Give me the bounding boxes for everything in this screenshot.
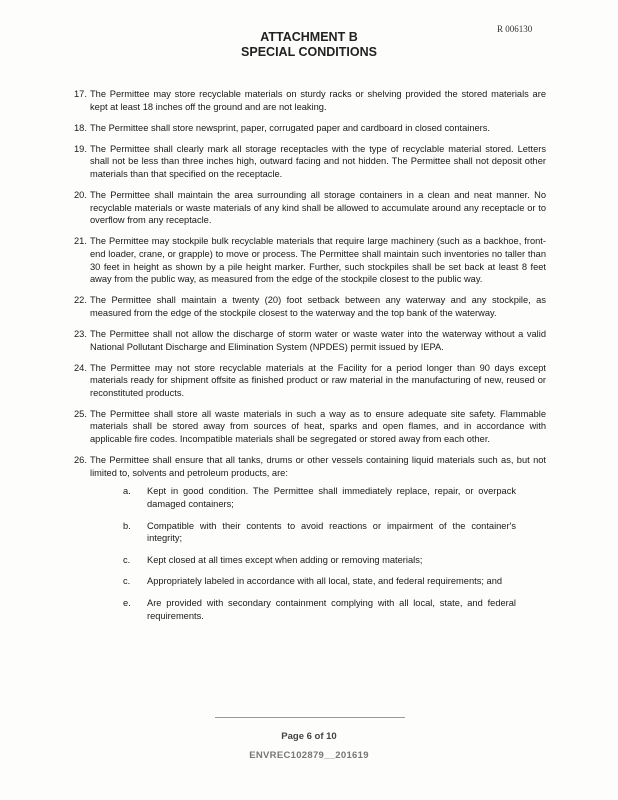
condition-number: 17. [74, 89, 87, 99]
condition-number: 18. [74, 122, 87, 133]
condition-item [76, 88, 546, 113]
sub-item-letter: a. [123, 486, 131, 497]
condition-item [76, 235, 546, 285]
condition-number: 25. [74, 408, 87, 419]
condition-text: The Permittee shall store newsprint, paper, corrugated paper and cardboard in closed containers. [90, 122, 490, 133]
sub-item-text: Are provided with secondary containment complying with all local, state, and federal requirements. [147, 597, 516, 621]
sub-item [123, 554, 546, 567]
sub-item-text: Kept closed at all times except when adding or removing materials; [147, 554, 423, 565]
condition-item [76, 294, 546, 319]
condition-item [76, 143, 546, 181]
condition-number: 20. [74, 190, 87, 201]
sub-item-text: Appropriately labeled in accordance with all local, state, and federal requirements; and [147, 576, 503, 587]
sub-item [123, 520, 546, 545]
sub-item-letter: b. [123, 520, 131, 531]
condition-text: The Permittee may not store recyclable materials at the Facility for a period longer than 90 days except materials ready for shipment offsite as finished product or raw material in the manufacturing of new, reused or reconstituted products. [90, 362, 546, 398]
condition-item [76, 454, 546, 622]
document-id: ENVREC102879__201619 [249, 750, 369, 761]
condition-number: 19. [74, 143, 87, 154]
condition-text: The Permittee shall clearly mark all storage receptacles with the type of recyclable material stored. Letters shall not be less than three inches high, outward facing and not hidden. The Permittee shall not deposit other materials than that specified on the receptacle. [90, 143, 546, 179]
condition-text: The Permittee shall not allow the discharge of storm water or waste water into the waterway without a valid National Pollutant Discharge and Elimination System (NPDES) permit issued by IEPA. [90, 328, 546, 352]
title-line-attachment: ATTACHMENT B [260, 30, 358, 44]
condition-item [76, 362, 546, 400]
condition-number: 21. [74, 236, 87, 247]
condition-text: The Permittee shall maintain a twenty (20) foot setback between any waterway and any stockpile, as measured from the edge of the stockpile closest to the waterway and the top bank of the waterway. [90, 295, 546, 318]
condition-text: The Permittee shall store all waste materials in such a way as to ensure adequate site safety. Flammable materials shall be stored away from sources of heat, sparks and open flames, and in accordance with applicable fire codes. Incompatible materials shall be segregated or stored away from each other. [90, 408, 546, 445]
sub-item-letter: e. [123, 597, 131, 608]
footer-divider [215, 717, 405, 718]
condition-text: The Permittee shall maintain the area surrounding all storage containers in a clean and neat manner. No recyclable materials or waste materials of any kind shall be allowed to accumulate around any receptacle or to overflow from any receptacle. [90, 190, 546, 226]
sub-item [123, 597, 546, 622]
sub-item [123, 485, 546, 510]
condition-item [76, 408, 546, 446]
sub-item [123, 575, 546, 588]
condition-text: The Permittee shall ensure that all tanks, drums or other vessels containing liquid materials such as, but not limited to, solvents and petroleum products, are: [90, 455, 546, 478]
sub-item-text: Compatible with their contents to avoid reactions or impairment of the container's integrity; [147, 520, 516, 544]
condition-number: 22. [74, 295, 87, 306]
condition-number: 23. [74, 328, 87, 339]
condition-number: 26. [74, 455, 87, 466]
condition-text: The Permittee may store recyclable materials on sturdy racks or shelving provided the stored materials are kept at least 18 inches off the ground and are not leaking. [90, 89, 546, 112]
condition-number: 24. [74, 362, 87, 373]
container-requirements-list [76, 485, 546, 622]
page-title [0, 30, 618, 60]
sub-item-letter: c. [123, 576, 131, 587]
sub-item-text: Kept in good condition. The Permittee shall immediately replace, repair, or overpack damaged containers; [147, 486, 516, 509]
condition-item [76, 328, 546, 353]
sub-item-letter: c. [123, 554, 131, 565]
condition-text: The Permittee may stockpile bulk recyclable materials that require large machinery (such as a backhoe, front-end loader, crane, or grapple) to move or process. The Permittee shall maintain such inventories no taller than 30 feet in height as shown by a pile height marker. Further, such stockpiles shall be set back at least 8 feet away from the public way, as measured from the edge of the stockpile closest to the public way. [90, 236, 546, 285]
condition-item [76, 122, 546, 135]
page-number: Page 6 of 10 [281, 731, 337, 742]
condition-item [76, 189, 546, 227]
title-line-conditions: SPECIAL CONDITIONS [241, 45, 377, 59]
conditions-list [76, 88, 546, 631]
document-reference-number: R 006130 [497, 24, 533, 34]
